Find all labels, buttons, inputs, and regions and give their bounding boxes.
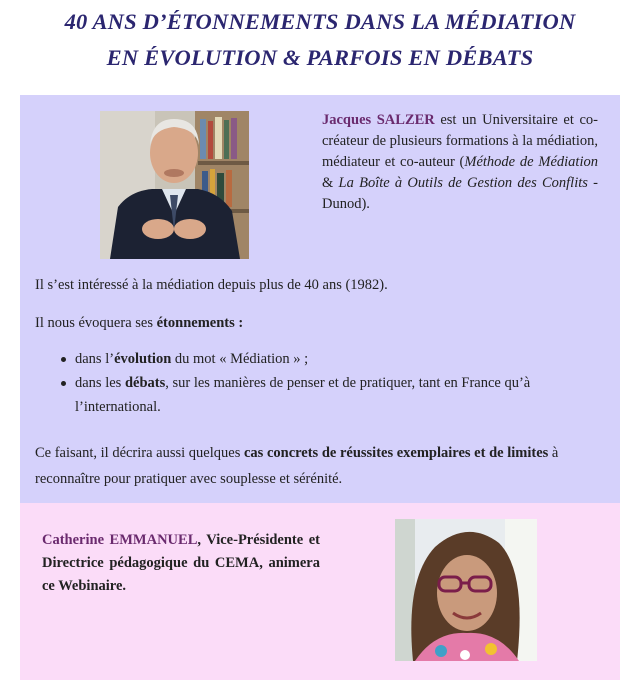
bullet-2-start: dans les	[75, 375, 125, 391]
bullet-2-end: , sur les manières de penser et de pratiquer, tant en France qu’à l’international.	[75, 375, 531, 415]
moderator-role: , Vice-Présidente et Directrice pédagogique du CEMA, animera ce Webinaire.	[42, 532, 320, 594]
paragraph-cases-end: à reconnaître pour pratiquer avec souplesse et sérénité.	[35, 445, 559, 487]
paragraph-cases	[35, 440, 600, 492]
speaker-photo	[100, 111, 249, 259]
speaker-name: Jacques SALZER	[322, 112, 435, 128]
paragraph-cases-start: Ce faisant, il décrira aussi quelques	[35, 445, 244, 461]
list-item	[61, 371, 591, 419]
moderator-name: Catherine EMMANUEL	[42, 532, 198, 548]
page-title	[0, 4, 640, 76]
speaker-bio-intro: est un Universitaire et co-créateur de plusieurs formations à la médiation, médiateur et co-auteur (	[322, 112, 599, 170]
speaker-bio-end: - Dunod).	[322, 175, 598, 212]
list-item	[61, 347, 591, 371]
book-title-1: Méthode de Médiation	[464, 154, 598, 170]
paragraph-cases-bold: cas concrets de réussites exemplaires et de limites	[243, 445, 549, 461]
title-line-2: EN ÉVOLUTION & PARFOIS EN DÉBATS	[106, 45, 534, 70]
paragraph-topics-start: Il nous évoquera ses	[35, 315, 157, 331]
bio-ampersand: &	[322, 175, 339, 191]
moderator-photo	[395, 519, 537, 661]
paragraph-topics-bold: étonnements :	[156, 315, 244, 331]
book-title-2: La Boîte à Outils de Gestion des Conflits	[338, 175, 588, 191]
bullet-2-bold: débats	[124, 375, 166, 391]
bullet-1-start: dans l’	[75, 351, 115, 367]
bullet-1-end: du mot « Médiation » ;	[171, 351, 309, 367]
paragraph-interest: Il s’est intéressé à la médiation depuis plus de 40 ans (1982).	[35, 277, 388, 293]
speaker-bio	[322, 110, 598, 215]
bullet-1-bold: évolution	[114, 351, 172, 367]
topics-list	[61, 347, 591, 419]
title-line-1: 40 ANS D’ÉTONNEMENTS DANS LA MÉDIATION	[64, 9, 576, 34]
paragraph-topics	[35, 313, 600, 334]
moderator-text	[42, 529, 320, 598]
